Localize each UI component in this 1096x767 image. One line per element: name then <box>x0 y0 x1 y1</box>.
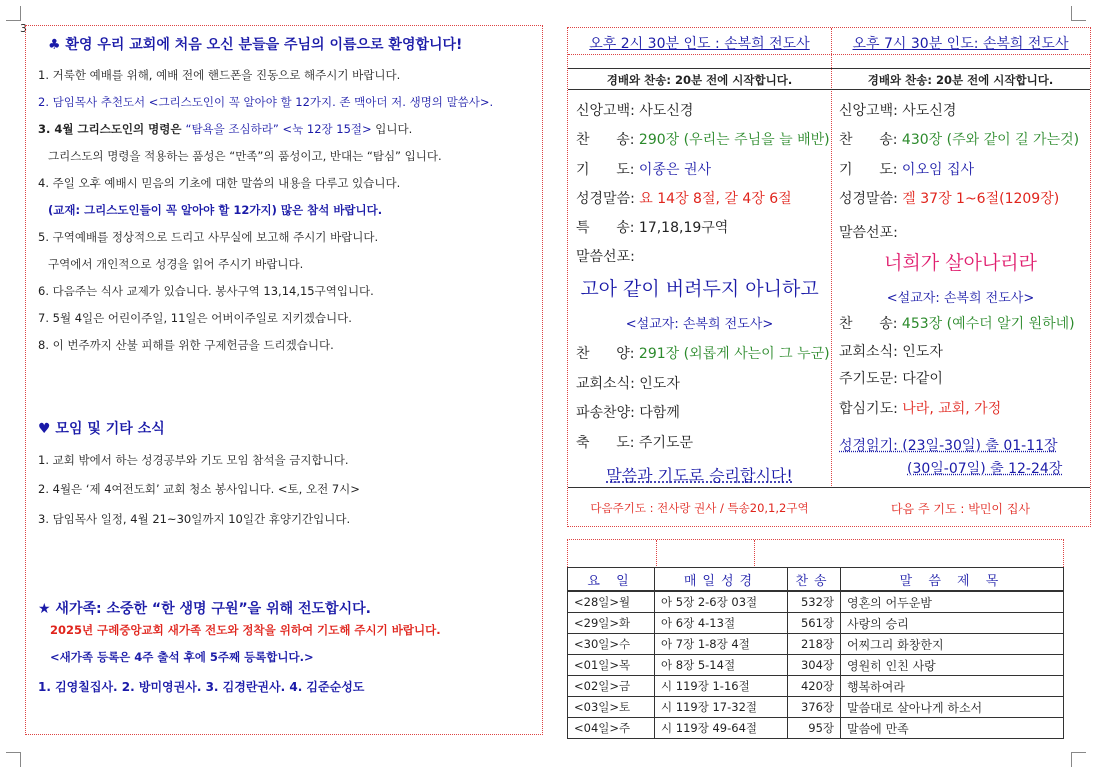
service-2pm-prayer: 기 도: 이종은 권사 <box>576 162 711 178</box>
service-2pm-preacher: <설교자: 손복희 전도사> <box>625 317 774 332</box>
schedule-hymn: 95장 <box>788 718 841 739</box>
service-2pm-sermon-title: 고아 같이 버려두지 아니하고 <box>580 278 819 300</box>
schedule-hymn: 532장 <box>788 591 841 613</box>
schedule-topic: 사랑의 승리 <box>841 613 1064 634</box>
welcome-item: 7. 5월 4일은 어린이주일, 11일은 어버이주일로 지키겠습니다. <box>38 311 352 325</box>
schedule-reading: 아 5장 2-6장 03절 <box>655 591 788 613</box>
meetings-item: 2. 4월은 ‘제 4여전도회’ 교회 청소 봉사입니다. <토, 오전 7시> <box>38 482 360 496</box>
schedule-reading: 시 119장 17-32절 <box>655 697 788 718</box>
crop-mark <box>1071 6 1086 21</box>
welcome-item: 2. 담임목사 추천도서 <그리스도인이 꼭 알아야 할 12가지. 존 맥아더 저. 생명의 말씀사>. <box>38 95 494 109</box>
crop-mark <box>6 752 21 767</box>
schedule-day: <01일>목 <box>568 655 655 676</box>
welcome-item: 8. 이 번주까지 산불 피해를 위한 구제헌금을 드리겠습니다. <box>38 338 334 352</box>
schedule-topic: 말씀에 만족 <box>841 718 1064 739</box>
divider <box>568 68 1090 69</box>
schedule-topic: 말씀대로 살아나게 하소서 <box>841 697 1064 718</box>
divider <box>568 54 1090 55</box>
newfamily-line: <새가족 등록은 4주 출석 후에 5주째 등록합니다.> <box>50 650 314 664</box>
schedule-topic: 영혼의 어두운밤 <box>841 591 1064 613</box>
welcome-item: 1. 거룩한 예배를 위해, 예배 전에 핸드폰을 진동으로 해주시기 바랍니다. <box>38 68 401 82</box>
schedule-day: <29일>화 <box>568 613 655 634</box>
welcome-item: 구역에서 개인적으로 성경을 읽어 주시기 바랍니다. <box>48 257 304 271</box>
service-7pm-scripture: 성경말씀: 겔 37장 1~6절(1209장) <box>839 191 1060 207</box>
schedule-table <box>567 567 1064 739</box>
service-7pm-sermon-label: 말씀선포: <box>839 225 898 241</box>
service-7pm-united-prayer: 합심기도: 나라, 교회, 가정 <box>839 401 1002 417</box>
divider <box>754 540 755 568</box>
divider <box>568 487 1090 488</box>
schedule-header: 찬송 <box>788 568 841 592</box>
welcome-item: 3. 4월 그리스도인의 명령은 “탐욕을 조심하라” <눅 12장 15절> 입니다. <box>38 122 413 136</box>
schedule-reading: 시 119장 49-64절 <box>655 718 788 739</box>
service-2pm-special: 특 송: 17,18,19구역 <box>576 220 729 236</box>
welcome-item: (교재: 그리스도인들이 꼭 알아야 할 12가지) 많은 참석 바랍니다. <box>48 203 383 217</box>
schedule-day: <30일>수 <box>568 634 655 655</box>
services-panel <box>567 27 1091 527</box>
schedule-hymn: 561장 <box>788 613 841 634</box>
schedule-day: <02일>금 <box>568 676 655 697</box>
schedule-reading: 아 7장 1-8장 4절 <box>655 634 788 655</box>
table-row <box>568 718 1064 739</box>
crop-mark <box>1071 752 1086 767</box>
divider <box>568 89 1090 90</box>
service-2pm-sermon-label: 말씀선포: <box>576 249 635 265</box>
table-row <box>568 591 1064 613</box>
service-7pm-note: 경배와 찬송: 20분 전에 시작합니다. <box>867 73 1054 87</box>
welcome-item: 4. 주일 오후 예배시 믿음의 기초에 대한 말씀의 내용을 다루고 있습니다. <box>38 176 401 190</box>
service-2pm-title: 오후 2시 30분 인도 : 손복희 전도사 <box>589 36 810 52</box>
schedule-day: <28일>월 <box>568 591 655 613</box>
service-7pm-creed: 신앙고백: 사도신경 <box>839 103 957 119</box>
crop-mark <box>6 6 21 21</box>
service-2pm-news: 교회소식: 인도자 <box>576 376 680 392</box>
welcome-item: 5. 구역예배를 정상적으로 드리고 사무실에 보고해 주시기 바랍니다. <box>38 230 379 244</box>
service-7pm-title: 오후 7시 30분 인도: 손복희 전도사 <box>852 36 1069 52</box>
service-2pm-sendoff: 파송찬양: 다함께 <box>576 405 680 421</box>
schedule-reading: 시 119장 1-16절 <box>655 676 788 697</box>
schedule-topic: 어찌그리 화창한지 <box>841 634 1064 655</box>
schedule-day: <03일>토 <box>568 697 655 718</box>
table-row <box>568 676 1064 697</box>
service-2pm-hymn: 찬 송: 290장 (우리는 주님을 늘 배반) <box>576 132 830 148</box>
service-7pm-hymn: 찬 송: 430장 (주와 같이 길 가는것) <box>839 132 1080 148</box>
service-2pm-next-prayer: 다음주기도 : 전사랑 권사 / 특송20,1,2구역 <box>590 501 809 515</box>
schedule-hymn: 218장 <box>788 634 841 655</box>
service-2pm-blessing: 축 도: 주기도문 <box>576 435 694 451</box>
welcome-item: 그리스도의 명령을 적용하는 품성은 “만족”의 품성이고, 반대는 “탐심” 입니다. <box>48 149 442 163</box>
service-7pm-reading: 성경읽기: (23일-30일) 출 01-11장 <box>839 438 1058 454</box>
schedule-reading: 아 6장 4-13절 <box>655 613 788 634</box>
schedule-hymn: 376장 <box>788 697 841 718</box>
schedule-header: 매일성경 <box>655 568 788 592</box>
schedule-header: 요 일 <box>568 568 655 592</box>
schedule-topic: 영원히 인친 사랑 <box>841 655 1064 676</box>
meetings-title: ♥ 모임 및 기타 소식 <box>38 421 165 437</box>
service-7pm-preacher: <설교자: 손복희 전도사> <box>886 291 1035 306</box>
service-2pm-motto: 말씀과 기도로 승리합시다! <box>606 466 793 485</box>
page-number: 3 <box>20 22 27 35</box>
schedule-topic: 행복하여라 <box>841 676 1064 697</box>
table-row <box>568 613 1064 634</box>
schedule-hymn: 420장 <box>788 676 841 697</box>
service-2pm-hymn2: 찬 양: 291장 (외롭게 사는이 그 누군) <box>576 346 830 362</box>
service-7pm-lords-prayer: 주기도문: 다같이 <box>839 371 943 387</box>
schedule-day: <04일>주 <box>568 718 655 739</box>
table-row <box>568 697 1064 718</box>
meetings-item: 3. 담임목사 일정, 4월 21~30일까지 10일간 휴양기간입니다. <box>38 512 351 526</box>
service-7pm-news: 교회소식: 인도자 <box>839 344 943 360</box>
welcome-title: ♣ 환영 우리 교회에 처음 오신 분들을 주님의 이름으로 환영합니다! <box>48 37 463 53</box>
service-7pm-reading: (30일-07일) 출 12-24장 <box>907 461 1063 477</box>
service-2pm-scripture: 성경말씀: 요 14장 8절, 갈 4장 6절 <box>576 191 792 207</box>
schedule-hymn: 304장 <box>788 655 841 676</box>
welcome-item: 6. 다음주는 식사 교제가 있습니다. 봉사구역 13,14,15구역입니다. <box>38 284 374 298</box>
newfamily-line: 2025년 구례중앙교회 새가족 전도와 정착을 위하여 기도해 주시기 바랍니다. <box>50 623 441 637</box>
newfamily-title: ★ 새가족: 소중한 “한 생명 구원”을 위해 전도합시다. <box>38 601 371 617</box>
table-row <box>568 655 1064 676</box>
service-7pm-prayer: 기 도: 이오임 집사 <box>839 162 974 178</box>
schedule-reading: 아 8장 5-14절 <box>655 655 788 676</box>
service-2pm-note: 경배와 찬송: 20분 전에 시작합니다. <box>606 73 793 87</box>
schedule-header-row <box>568 568 1064 592</box>
meetings-item: 1. 교회 밖에서 하는 성경공부와 기도 모임 참석을 금지합니다. <box>38 453 349 467</box>
service-7pm-next-prayer: 다음 주 기도 : 박민이 집사 <box>890 502 1031 516</box>
divider <box>656 540 657 568</box>
service-2pm-creed: 신앙고백: 사도신경 <box>576 103 694 119</box>
newfamily-members: 1. 김영칠집사. 2. 방미영권사. 3. 김경란권사. 4. 김준순성도 <box>38 680 365 694</box>
schedule-header: 말 씀 제 목 <box>841 568 1064 592</box>
announcements-panel <box>25 25 543 735</box>
table-row <box>568 634 1064 655</box>
service-7pm-sermon-title: 너희가 살아나리라 <box>884 252 1037 274</box>
service-7pm-hymn2: 찬 송: 453장 (예수더 알기 원하네) <box>839 316 1075 332</box>
